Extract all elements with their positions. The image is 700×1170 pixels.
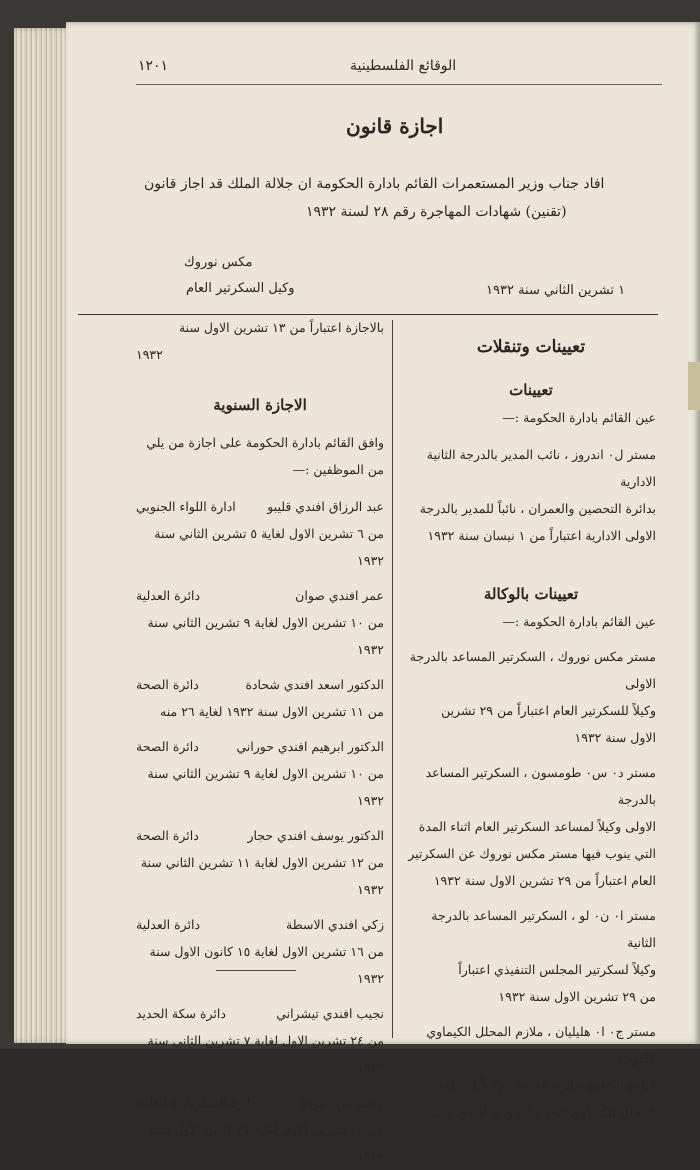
right-column <box>406 334 656 1126</box>
end-rule <box>216 970 296 971</box>
annual-leave-heading: الاجازة السنوية <box>213 396 307 414</box>
appointments-intro: عين القائم بادارة الحكومة :— <box>502 410 656 425</box>
leave-period: من ١٠ تشرين الاول لغاية ٩ تشرين الثاني سنة ١٩٣٢ <box>147 615 384 657</box>
leave-period: من ١٢ تشرين الاول لغاية ١١ تشرين الثاني سنة ١٩٣٢ <box>140 855 384 897</box>
leave-period: من ٦ تشرين الاول لغاية ٥ تشرين الثاني سنة ١٩٣٢ <box>154 526 384 568</box>
appointments-title: تعيينات وتنقلات <box>476 337 586 357</box>
employee-name: الدكتور ابرهيم افندي حوراني <box>236 739 384 754</box>
acting-line: من ٢٩ تشرين الاول سنة ١٩٣٢ <box>498 989 656 1004</box>
page-stack-edge <box>14 28 74 1043</box>
leave-entry <box>136 1089 384 1170</box>
signature-title: وكيل السكرتير العام <box>186 281 295 296</box>
acting-line: الاولى وكيلاً لمساعد السكرتير العام اثناء المدة <box>418 819 656 834</box>
appointment-line: الاولى الادارية اعتباراً من ١ نيسان سنة ١٩٣٢ <box>427 528 656 543</box>
leave-entry <box>136 671 384 725</box>
section-title: اجازة قانون <box>346 114 444 138</box>
notice-line-2: (تقنين) شهادات المهاجرة رقم ٢٨ لسنة ١٩٣٢ <box>306 204 567 220</box>
leave-period: من ١١ تشرين الاول سنة ١٩٣٢ لغاية ٢٦ منه <box>160 704 384 719</box>
acting-line: وكيلاً لسكرتير المجلس التنفيذي اعتباراً <box>458 962 656 977</box>
employee-department: دائرة الصحة <box>136 739 199 754</box>
acting-line: الثانية الكتابية بدائرة الصحة ، وكيلاً لمساعد <box>437 1078 656 1093</box>
running-head: الوقائع الفلسطينية <box>350 58 457 74</box>
acting-paragraph <box>406 902 656 1010</box>
acting-line: مستر مكس نوروك ، السكرتير المساعد بالدرجة الاولى <box>409 649 656 691</box>
acting-paragraph <box>406 759 656 894</box>
employee-name: عمر افندي صوان <box>295 588 384 603</box>
leave-lead-line: بالاجازة اعتباراً من ١٣ تشرين الاول سنة <box>178 320 384 335</box>
employee-name: الدكتور اسعد افندي شحادة <box>245 677 384 692</box>
leave-period: من ٢٩ تشرين الاول لغاية ٢١ كانون الاول سنة ١٩٣٢ <box>149 1122 384 1164</box>
employee-name: نجيب افندي تيشراني <box>276 1006 384 1021</box>
leave-period: من ١٦ تشرين الاول لغاية ١٥ كانون الاول سنة ١٩٣٢ <box>149 944 384 986</box>
page-number: ١٢٠١ <box>138 58 169 74</box>
appointments-heading: تعيينات <box>509 381 553 399</box>
acting-paragraph <box>406 643 656 751</box>
column-divider <box>392 320 393 1038</box>
acting-intro: عين القائم بادارة الحكومة :— <box>502 614 656 629</box>
acting-paragraph <box>406 1018 656 1126</box>
employee-department: دائرة الصحة <box>136 677 199 692</box>
leave-period: من ١٠ تشرين الاول لغاية ٩ تشرين الثاني سنة ١٩٣٢ <box>147 766 384 808</box>
employee-department: دائرة سكة الحديد <box>136 1006 226 1021</box>
leave-period: من ٢٤ تشرين الاول لغاية ٧ تشرين الثاني سنة ١٩٣٢ <box>147 1033 384 1075</box>
leave-entry <box>136 822 384 903</box>
gazette-page <box>66 22 700 1164</box>
left-column <box>136 314 384 1170</box>
employee-department: دائرة الصحة <box>136 828 199 843</box>
notice-date: ١ تشرين الثاني سنة ١٩٣٢ <box>486 283 626 298</box>
leave-entry <box>136 733 384 814</box>
leave-entry <box>136 493 384 574</box>
employee-name: زكي افندي الاسطة <box>286 917 384 932</box>
notice-line-1: افاد جناب وزير المستعمرات القائم بادارة الحكومة ان جلالة الملك قد اجاز قانون <box>144 176 605 192</box>
acting-line: العام اعتباراً من ٢٩ تشرين الاول سنة ١٩٣٢ <box>433 873 656 888</box>
acting-heading: تعيينات بالوكالة <box>483 585 579 603</box>
leave-lead-year: ١٩٣٢ <box>136 347 163 362</box>
appointment-line: بدائرة التحصين والعمران ، نائباً للمدير بالدرجة <box>419 501 656 516</box>
leave-entry <box>136 1000 384 1081</box>
acting-line: وكيلاً للسكرتير العام اعتباراً من ٢٩ تشرين <box>441 703 656 718</box>
leave-intro: وافق القائم بادارة الحكومة على اجازة من يلي <box>146 435 384 450</box>
acting-line: التي ينوب فيها مستر مكس نوروك عن السكرتير <box>408 846 656 861</box>
employee-department: ادارة اللواء الجنوبي <box>136 499 236 514</box>
acting-line: المحلل الكيماوي اثناء غياب وديع افندي ايتيم <box>430 1105 656 1120</box>
signature-name: مكس نوروك <box>184 255 253 270</box>
header-rule <box>136 84 662 85</box>
appointment-paragraph <box>406 441 656 549</box>
acting-line: مستر ا٠ ن٠ لو ، السكرتير المساعد بالدرجة الثانية <box>431 908 656 950</box>
employee-department: دائرة السكرتارية العامة <box>136 1095 257 1110</box>
employee-name: الدكتور يوسف افندي حجار <box>247 828 384 843</box>
leave-intro: من الموظفين :— <box>292 462 384 477</box>
acting-line: مستر د٠ س٠ طومسون ، السكرتير المساعد بالدرجة <box>425 765 656 807</box>
employee-department: دائرة العدلية <box>136 588 201 603</box>
page-tab-marker <box>688 362 700 410</box>
acting-line: مستر ج٠ ا٠ هليليان ، ملازم المحلل الكيماوي بالدرجة <box>426 1024 656 1066</box>
appointment-line: مستر ل٠ اندروز ، نائب المدير بالدرجة الثانية الادارية <box>426 447 656 489</box>
leave-entry <box>136 911 384 992</box>
employee-department: دائرة العدلية <box>136 917 201 932</box>
employee-name: مستر س٠ مودي <box>297 1095 384 1110</box>
acting-line: الاول سنة ١٩٣٢ <box>574 730 656 745</box>
employee-name: عبد الرزاق افندي قليبو <box>267 499 384 514</box>
leave-entry <box>136 582 384 663</box>
